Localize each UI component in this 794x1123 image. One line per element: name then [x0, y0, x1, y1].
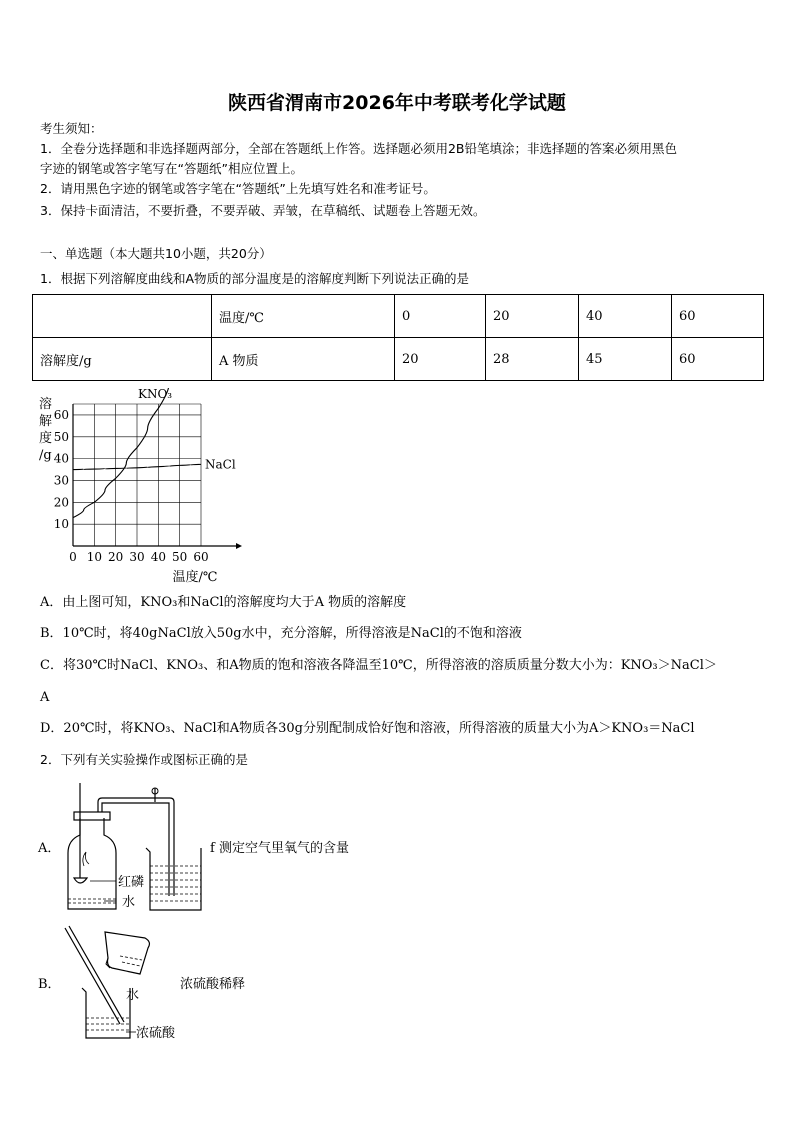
y-tick-label: 50: [53, 429, 69, 444]
series-label-nacl: NaCl: [205, 457, 236, 472]
table-cell: 40: [579, 295, 672, 338]
series-line-0: [73, 386, 180, 518]
question-1-stem: 1．根据下列溶解度曲线和A物质的部分温度是的溶解度判断下列说法正确的是: [40, 271, 470, 286]
table-cell: 20: [395, 338, 486, 381]
notice-line-1: 1．全卷分选择题和非选择题两部分，全部在答题纸上作答。选择题必须用2B铅笔填涂；非选择题的答案必须用黑色: [40, 141, 677, 156]
question-2-stem: 2．下列有关实验操作或图标正确的是: [40, 752, 248, 767]
table-cell: 20: [486, 295, 579, 338]
notice-heading: 考生须知：: [40, 121, 103, 136]
exam-title: 陕西省渭南市2026年中考联考化学试题: [228, 92, 566, 114]
table-cell: 溶解度/g: [33, 338, 212, 381]
y-tick-label: 10: [53, 517, 69, 532]
notice-line-2: 字迹的钢笔或答字笔写在“答题纸”相应位置上。: [40, 161, 303, 176]
option-1c-continued: A: [40, 690, 50, 705]
y-axis-label: /g: [39, 448, 52, 463]
x-tick-label: 60: [193, 550, 209, 564]
option-2b-letter: B．: [38, 977, 61, 992]
x-tick-label: 50: [172, 550, 188, 564]
label-water-b: 水: [126, 988, 140, 1003]
label-conc-acid: 浓硫酸: [136, 1026, 176, 1041]
solubility-table: [32, 294, 764, 381]
oxygen-apparatus-diagram: [60, 778, 210, 918]
y-tick-label: 30: [53, 473, 69, 488]
x-tick-label: 40: [150, 550, 166, 564]
x-axis-label: 温度/℃: [172, 570, 218, 585]
table-cell: 60: [672, 295, 764, 338]
x-tick-label: 0: [69, 550, 77, 564]
label-water-a: 水: [122, 895, 136, 910]
label-red-phosphorus: 红磷: [118, 875, 145, 890]
acid-dilution-diagram: [60, 922, 200, 1048]
table-cell: 温度/℃: [212, 295, 395, 338]
table-cell: A 物质: [212, 338, 395, 381]
y-tick-label: 60: [53, 407, 69, 422]
table-row: [33, 338, 764, 381]
table-row: [33, 295, 764, 338]
option-2b-caption: 浓硫酸稀释: [180, 977, 246, 992]
table-cell: 60: [672, 338, 764, 381]
table-cell: [33, 295, 212, 338]
option-1d: D．20℃时，将KNO₃、NaCl和A物质各30g分别配制成恰好饱和溶液，所得溶液的质量大小为A＞KNO₃＝NaCl: [40, 721, 695, 736]
solubility-chart: [30, 386, 250, 586]
series-line-1: [73, 462, 222, 470]
y-axis-label: 解: [39, 414, 53, 429]
section-heading: 一、单选题（本大题共10小题，共20分）: [40, 246, 272, 261]
option-2a-caption: f 测定空气里氧气的含量: [210, 841, 349, 856]
option-1b: B．10℃时，将40gNaCl放入50g水中，充分溶解，所得溶液是NaCl的不饱和溶液: [40, 626, 522, 641]
table-cell: 28: [486, 338, 579, 381]
y-axis-label: 溶: [39, 397, 53, 412]
x-tick-label: 10: [86, 550, 102, 564]
x-tick-label: 30: [129, 550, 145, 564]
y-axis-label: 度: [39, 431, 53, 446]
option-1a: A．由上图可知，KNO₃和NaCl的溶解度均大于A 物质的溶解度: [40, 595, 407, 610]
option-1c: C．将30℃时NaCl、KNO₃、和A物质的饱和溶液各降温至10℃，所得溶液的溶质质量分数大小为：KNO₃＞NaCl＞: [40, 658, 717, 673]
x-axis-arrow: [236, 543, 242, 549]
series-label-kno3: KNO₃: [138, 387, 173, 401]
y-tick-label: 20: [53, 495, 69, 510]
x-tick-label: 20: [108, 550, 124, 564]
table-cell: 0: [395, 295, 486, 338]
notice-line-4: 3．保持卡面清洁，不要折叠，不要弄破、弄皱，在草稿纸、试题卷上答题无效。: [40, 203, 486, 218]
option-2a-letter: A．: [38, 841, 61, 856]
y-tick-label: 40: [53, 451, 69, 466]
notice-line-3: 2．请用黑色字迹的钢笔或答字笔在“答题纸”上先填写姓名和准考证号。: [40, 181, 436, 196]
table-cell: 45: [579, 338, 672, 381]
